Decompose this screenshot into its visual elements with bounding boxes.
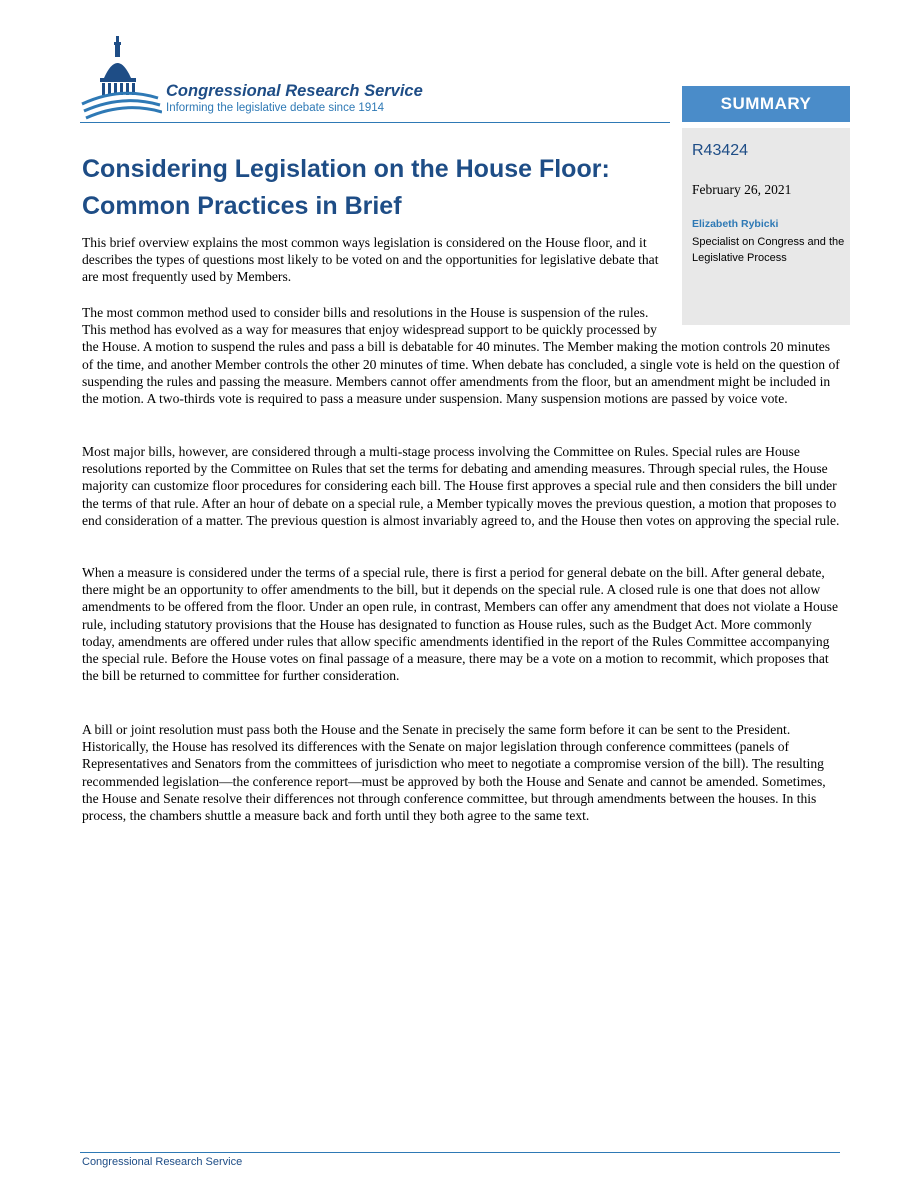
footer-divider xyxy=(80,1152,840,1153)
report-info-panel xyxy=(682,128,850,325)
paragraph-amendments: When a measure is considered under the terms of a special rule, there is first a period for general debate on the bill. After general debate, there might be an opportunity to offer amendments to the bill, but it depends on the special rule. A closed rule is one that does not allow amendments to be offered from the floor. Under an open rule, in contrast, Members can offer any amendment that does not violate a House rule, including statutory provisions that the House has designated to function as House rules, such as the Budget Act. More commonly today, amendments are offered under rules that allow specific amendments identified in the report of the Rules Committee accompanying the special rule. Before the House votes on final passage of a measure, there may be a vote on a motion to recommit, which proposes that the bill be returned to committee for further consideration. xyxy=(82,565,838,684)
paragraph-special-rules: Most major bills, however, are considered through a multi-stage process involving the Committee on Rules. Special rules are House resolutions reported by the Committee on Rules that set the terms for debating and amending measures. Through special rules, the House majority can customize floor procedures for considering each bill. The House first approves a special rule and then considers the bill under the terms of that rule. After an hour of debate on a special rule, a Member typically moves the previous question, a motion that proposes to end consideration of a matter. The previous question is almost invariably agreed to, and the House then votes on approving the special rule. xyxy=(82,444,840,528)
paragraph-overview: This brief overview explains the most common ways legislation is considered on the House floor, and it describes the types of questions most likely to be voted on and the opportunities for legislative debate that are most frequently used by Members. xyxy=(82,235,659,285)
summary-label: SUMMARY xyxy=(682,86,850,122)
title-line-2: Common Practices in Brief xyxy=(82,192,402,220)
org-name: Congressional Research Service xyxy=(166,82,423,100)
crs-logo xyxy=(80,34,480,124)
footer-org-name: Congressional Research Service xyxy=(82,1156,243,1168)
report-number: R43424 xyxy=(692,142,749,159)
capitol-dome-icon xyxy=(80,34,162,124)
title-line-1: Considering Legislation on the House Floor: xyxy=(82,155,610,183)
paragraph-suspension: The most common method used to consider bills and resolutions in the House is suspension of the rules. This method has evolved as a way for measures that enjoy widespread support to be quickly processed by the House. A motion to suspend the rules and pass a bill is debatable for 40 minutes. The Member making the motion controls 20 minutes of the time, and another Member controls the other 20 minutes of time. When debate has concluded, a single vote is held on the question of suspending the rules and passing the measure. Members cannot offer amendments from the floor, but an amendment might be included in the motion. A two-thirds vote is required to pass a measure under suspension. Many suspension motions are passed by voice vote. xyxy=(82,305,840,407)
header-divider xyxy=(80,122,670,123)
report-date: February 26, 2021 xyxy=(692,182,792,197)
document-title xyxy=(82,151,682,225)
author-name: Elizabeth Rybicki xyxy=(692,218,779,230)
author-title: Specialist on Congress and the Legislative Process xyxy=(692,236,845,264)
paragraph-bicameral: A bill or joint resolution must pass both the House and the Senate in precisely the same form before it can be sent to the President. Historically, the House has resolved its differences with the Senate on major legislation through conference committees (panels of Representatives and Senators from the committees of jurisdiction who meet to negotiate a compromise version of the bill). The resulting recommended legislation—the conference report—must be approved by both the House and Senate and cannot be amended. Sometimes, the House and Senate resolve their differences not through conference committee, but through amendments between the houses. In this process, the chambers shuttle a measure back and forth until they both agree to the same text. xyxy=(82,722,826,824)
org-tagline: Informing the legislative debate since 1914 xyxy=(166,102,385,114)
